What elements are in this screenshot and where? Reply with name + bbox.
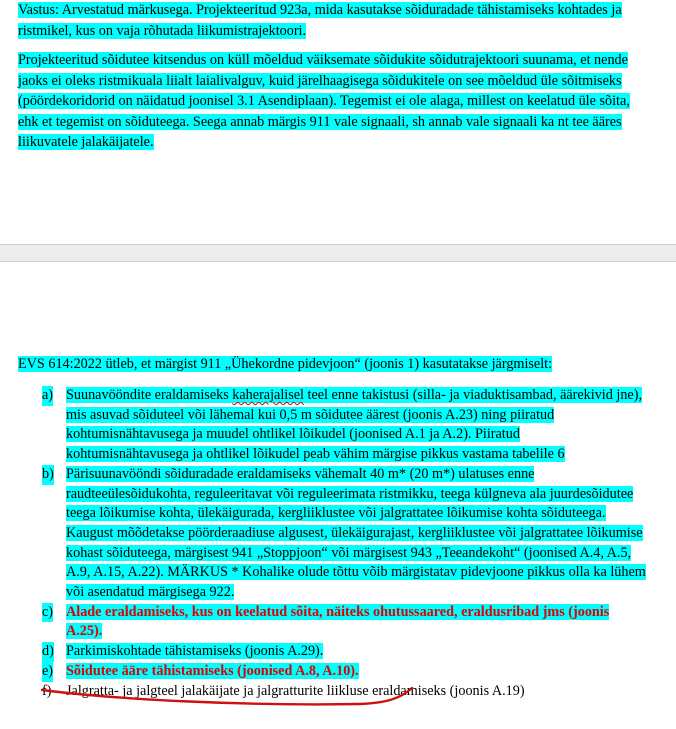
list-marker: a) — [42, 386, 53, 406]
list-item-text: Parkimiskohtade tähistamiseks (joonis A.29). — [66, 643, 324, 660]
list-marker: c) — [42, 603, 53, 623]
list-marker: f) — [42, 682, 52, 699]
list-item-c — [0, 603, 676, 642]
paragraph-explanation — [18, 50, 646, 153]
paragraph-intro — [18, 354, 646, 375]
list-item-text: Sõidutee ääre tähistamiseks (joonised A.8, A.10). — [66, 662, 359, 679]
list-item-b — [0, 465, 676, 603]
usage-list — [0, 386, 676, 701]
text-segment: teel enne takistusi (silla- ja viaduktisambad, äärekivid jne), mis asuvad sõiduteel või lähemal kui 0,5 m sõidutee äärest (joonis A.23) ning piiratud kohtumisnähtavusega ja muudel ohtlikel lõikudel (joonised A.1 ja A.2). Piiratud kohtumisnähtavusega ja ohtlikel lõikudel peab vähim märgise pikkus vastama tabelile 6 — [66, 387, 642, 463]
list-item-text: Jalgratta- ja jalgteel jalakäijate ja jalgratturite liikluse eraldamiseks (joonis A.19) — [66, 682, 525, 699]
paragraph-answer — [18, 0, 646, 41]
list-marker: b) — [42, 465, 54, 485]
highlighted-text: Vastus: Arvestatud märkusega. Projekteeritud 923a, mida kasutakse sõiduradade tähistamiseks kohtades ja ristmikel, kus on vaja rõhutada liikumistrajektoori. — [18, 2, 622, 39]
list-item-f — [0, 682, 676, 702]
text-segment: Suunavööndite eraldamiseks — [66, 387, 233, 403]
list-item-text — [66, 387, 642, 462]
list-item-text: Alade eraldamiseks, kus on keelatud sõita, näiteks ohutussaared, eraldusribad jms (joonis A.25). — [66, 603, 610, 640]
highlighted-text: EVS 614:2022 ütleb, et märgist 911 „Ühekordne pidevjoon“ (joonis 1) kasutatakse järgmiselt: — [18, 356, 553, 372]
list-item-e — [0, 662, 676, 682]
list-item-text: Pärisuunavööndi sõiduradade eraldamiseks vähemalt 40 m* (20 m*) ulatuses enne raudteeülesõidukohta, reguleeritavat või reguleerimata ristmikku, teega külgneva ala juurdesõidutee teega lõikumise kohta, ülekäigurada, kergliiklustee või jalgrattatee lõikumise kohta sõiduteega. Kaugust mõõdetakse pöörderaadiuse algusest, ülekäigurajast, kergliiklustee või jalgrattatee lõikumise kohast sõiduteega, märgisest 941 „Stoppjoon“ või märgisest 943 „Teeandekoht“ (joonised A.4, A.5, A.9, A.15, A.22). MÄRKUS * Kohalike olude tõttu võib märgistatav pidevjoone pikkus olla ka lühem või asendatud märgisega 922. — [66, 465, 646, 601]
list-marker: d) — [42, 642, 54, 662]
document-page-1 — [0, 0, 676, 244]
list-item-a — [0, 386, 676, 465]
highlighted-text: Projekteeritud sõidutee kitsendus on küll mõeldud väiksemate sõidukite sõidutrajektoori suunama, et nende jaoks ei oleks ristmikuala liialt laialivalguv, kuid järelhaagisega sõidukitele on see mõeldud üle sõitmiseks (pöördekoridorid on näidatud joonisel 3.1 Asendiplaan). Tegemist ei ole alaga, millest on keelatud üle sõita, ehk et tegemist on sõiduteega. Seega annab märgis 911 vale signaali, sh annab vale signaali ka nt tee ääres liikuvatele jalakäijatele. — [18, 52, 630, 150]
list-marker: e) — [42, 662, 53, 682]
page-separator — [0, 244, 676, 262]
document-page-2 — [0, 262, 676, 729]
list-item-d — [0, 642, 676, 662]
spellcheck-word[interactable]: kaherajalisel — [232, 387, 304, 403]
